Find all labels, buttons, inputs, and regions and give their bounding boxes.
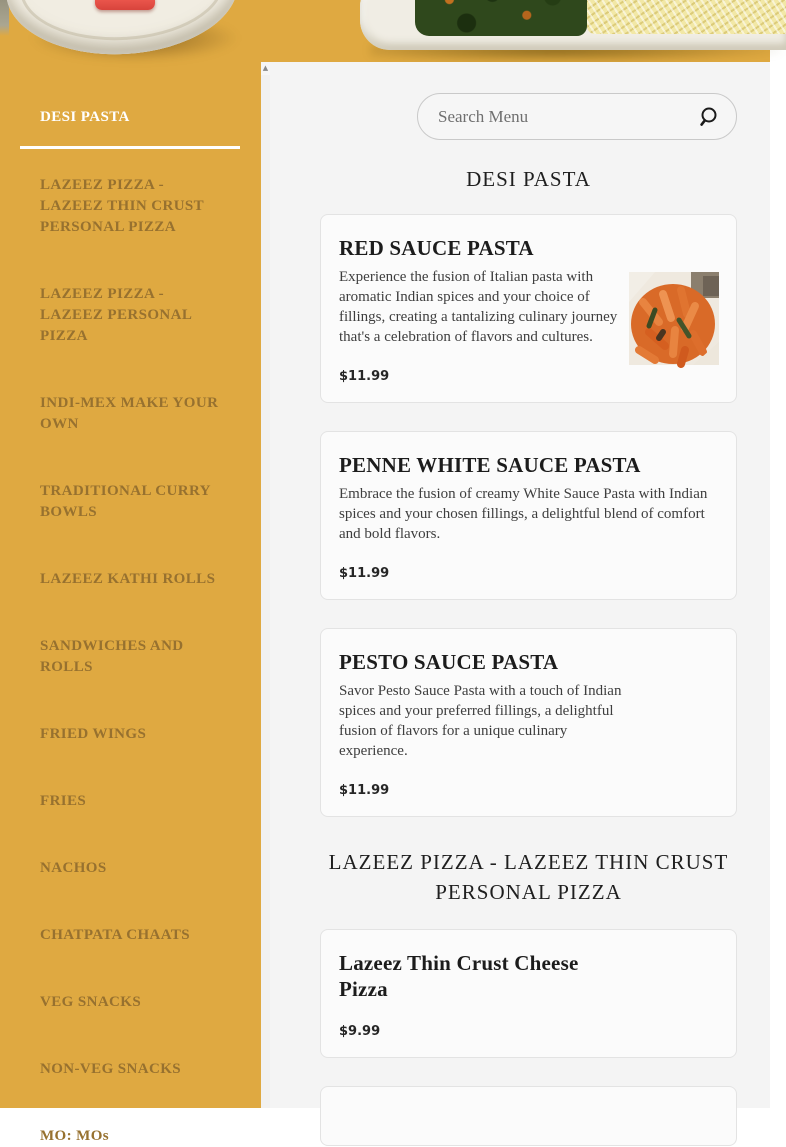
item-name: PENNE WHITE SAUCE PASTA — [339, 453, 641, 477]
item-price: $11.99 — [339, 369, 390, 384]
item-price: $11.99 — [339, 566, 390, 581]
category-list — [0, 107, 260, 1147]
red-appetizer-photo — [95, 0, 155, 10]
menu-item-lazeez-thin-crust-cheese-pizza[interactable] — [320, 929, 737, 1058]
shredded-cheese-photo — [587, 0, 786, 34]
sidebar-scrollbar[interactable] — [261, 62, 270, 1108]
sidebar-item-veg-snacks[interactable]: VEG SNACKS — [40, 994, 142, 1010]
sidebar-item-traditional-curry-bowls[interactable]: TRADITIONAL CURRY BOWLS — [40, 483, 211, 520]
item-price: $9.99 — [339, 1024, 381, 1039]
menu-item-partial-card[interactable] — [320, 1086, 737, 1146]
search-icon — [698, 105, 722, 129]
sidebar-item-nachos[interactable]: NACHOS — [40, 860, 107, 876]
category-sidebar — [0, 60, 260, 1144]
menu-content — [270, 62, 770, 1108]
search-bar — [417, 93, 737, 140]
item-name: RED SAUCE PASTA — [339, 236, 534, 260]
red-sauce-pasta-image — [629, 272, 719, 365]
saag-curry-photo — [415, 0, 587, 36]
sidebar-item-fried-wings[interactable]: FRIED WINGS — [40, 726, 147, 742]
search-button[interactable] — [698, 105, 722, 129]
section-title-lazeez-thin-crust-personal-pizza: LAZEEZ PIZZA - LAZEEZ THIN CRUST PERSONAL PIZZA — [328, 850, 729, 904]
item-price: $11.99 — [339, 783, 390, 798]
menu-item-pesto-sauce-pasta[interactable] — [320, 628, 737, 817]
sidebar-item-lazeez-thin-crust-personal-pizza[interactable]: LAZEEZ PIZZA - LAZEEZ THIN CRUST PERSONAL PIZZA — [40, 177, 204, 235]
section-title-desi-pasta: DESI PASTA — [466, 167, 591, 191]
search-input[interactable] — [438, 94, 688, 139]
sidebar-item-fries[interactable]: FRIES — [40, 793, 87, 809]
sidebar-item-lazeez-personal-pizza[interactable]: LAZEEZ PIZZA - LAZEEZ PERSONAL PIZZA — [40, 286, 192, 344]
menu-item-red-sauce-pasta[interactable] — [320, 214, 737, 403]
sidebar-item-sandwiches-and-rolls[interactable]: SANDWICHES AND ROLLS — [40, 638, 184, 675]
item-description: Embrace the fusion of creamy White Sauce Pasta with Indian spices and your chosen fillings, a delightful blend of comfort and bold flavors. — [339, 486, 708, 542]
item-name: PESTO SAUCE PASTA — [339, 650, 559, 674]
item-description: Experience the fusion of Italian pasta with aromatic Indian spices and your choice of fillings, creating a tantalizing culinary journey that's a celebration of flavors and cultures. — [339, 269, 618, 345]
sidebar-item-desi-pasta[interactable]: DESI PASTA — [20, 107, 240, 149]
item-name: Lazeez Thin Crust Cheese Pizza — [339, 951, 579, 1001]
hero-banner — [0, 0, 770, 62]
sidebar-item-non-veg-snacks[interactable]: NON-VEG SNACKS — [40, 1061, 182, 1077]
sidebar-item-lazeez-kathi-rolls[interactable]: LAZEEZ KATHI ROLLS — [40, 571, 216, 587]
item-description: Savor Pesto Sauce Pasta with a touch of Indian spices and your preferred fillings, a delightful fusion of flavors for a unique culinary experience. — [339, 683, 622, 759]
sidebar-item-chatpata-chaats[interactable]: CHATPATA CHAATS — [40, 927, 191, 943]
food-tray-photo — [360, 0, 786, 50]
menu-item-penne-white-sauce-pasta[interactable] — [320, 431, 737, 600]
sidebar-item-indi-mex-make-your-own[interactable]: INDI-MEX MAKE YOUR OWN — [40, 395, 219, 432]
scroll-up-arrow[interactable]: ▲ — [261, 62, 270, 75]
sidebar-item-mo-mos[interactable]: MO: MOs — [40, 1128, 110, 1144]
